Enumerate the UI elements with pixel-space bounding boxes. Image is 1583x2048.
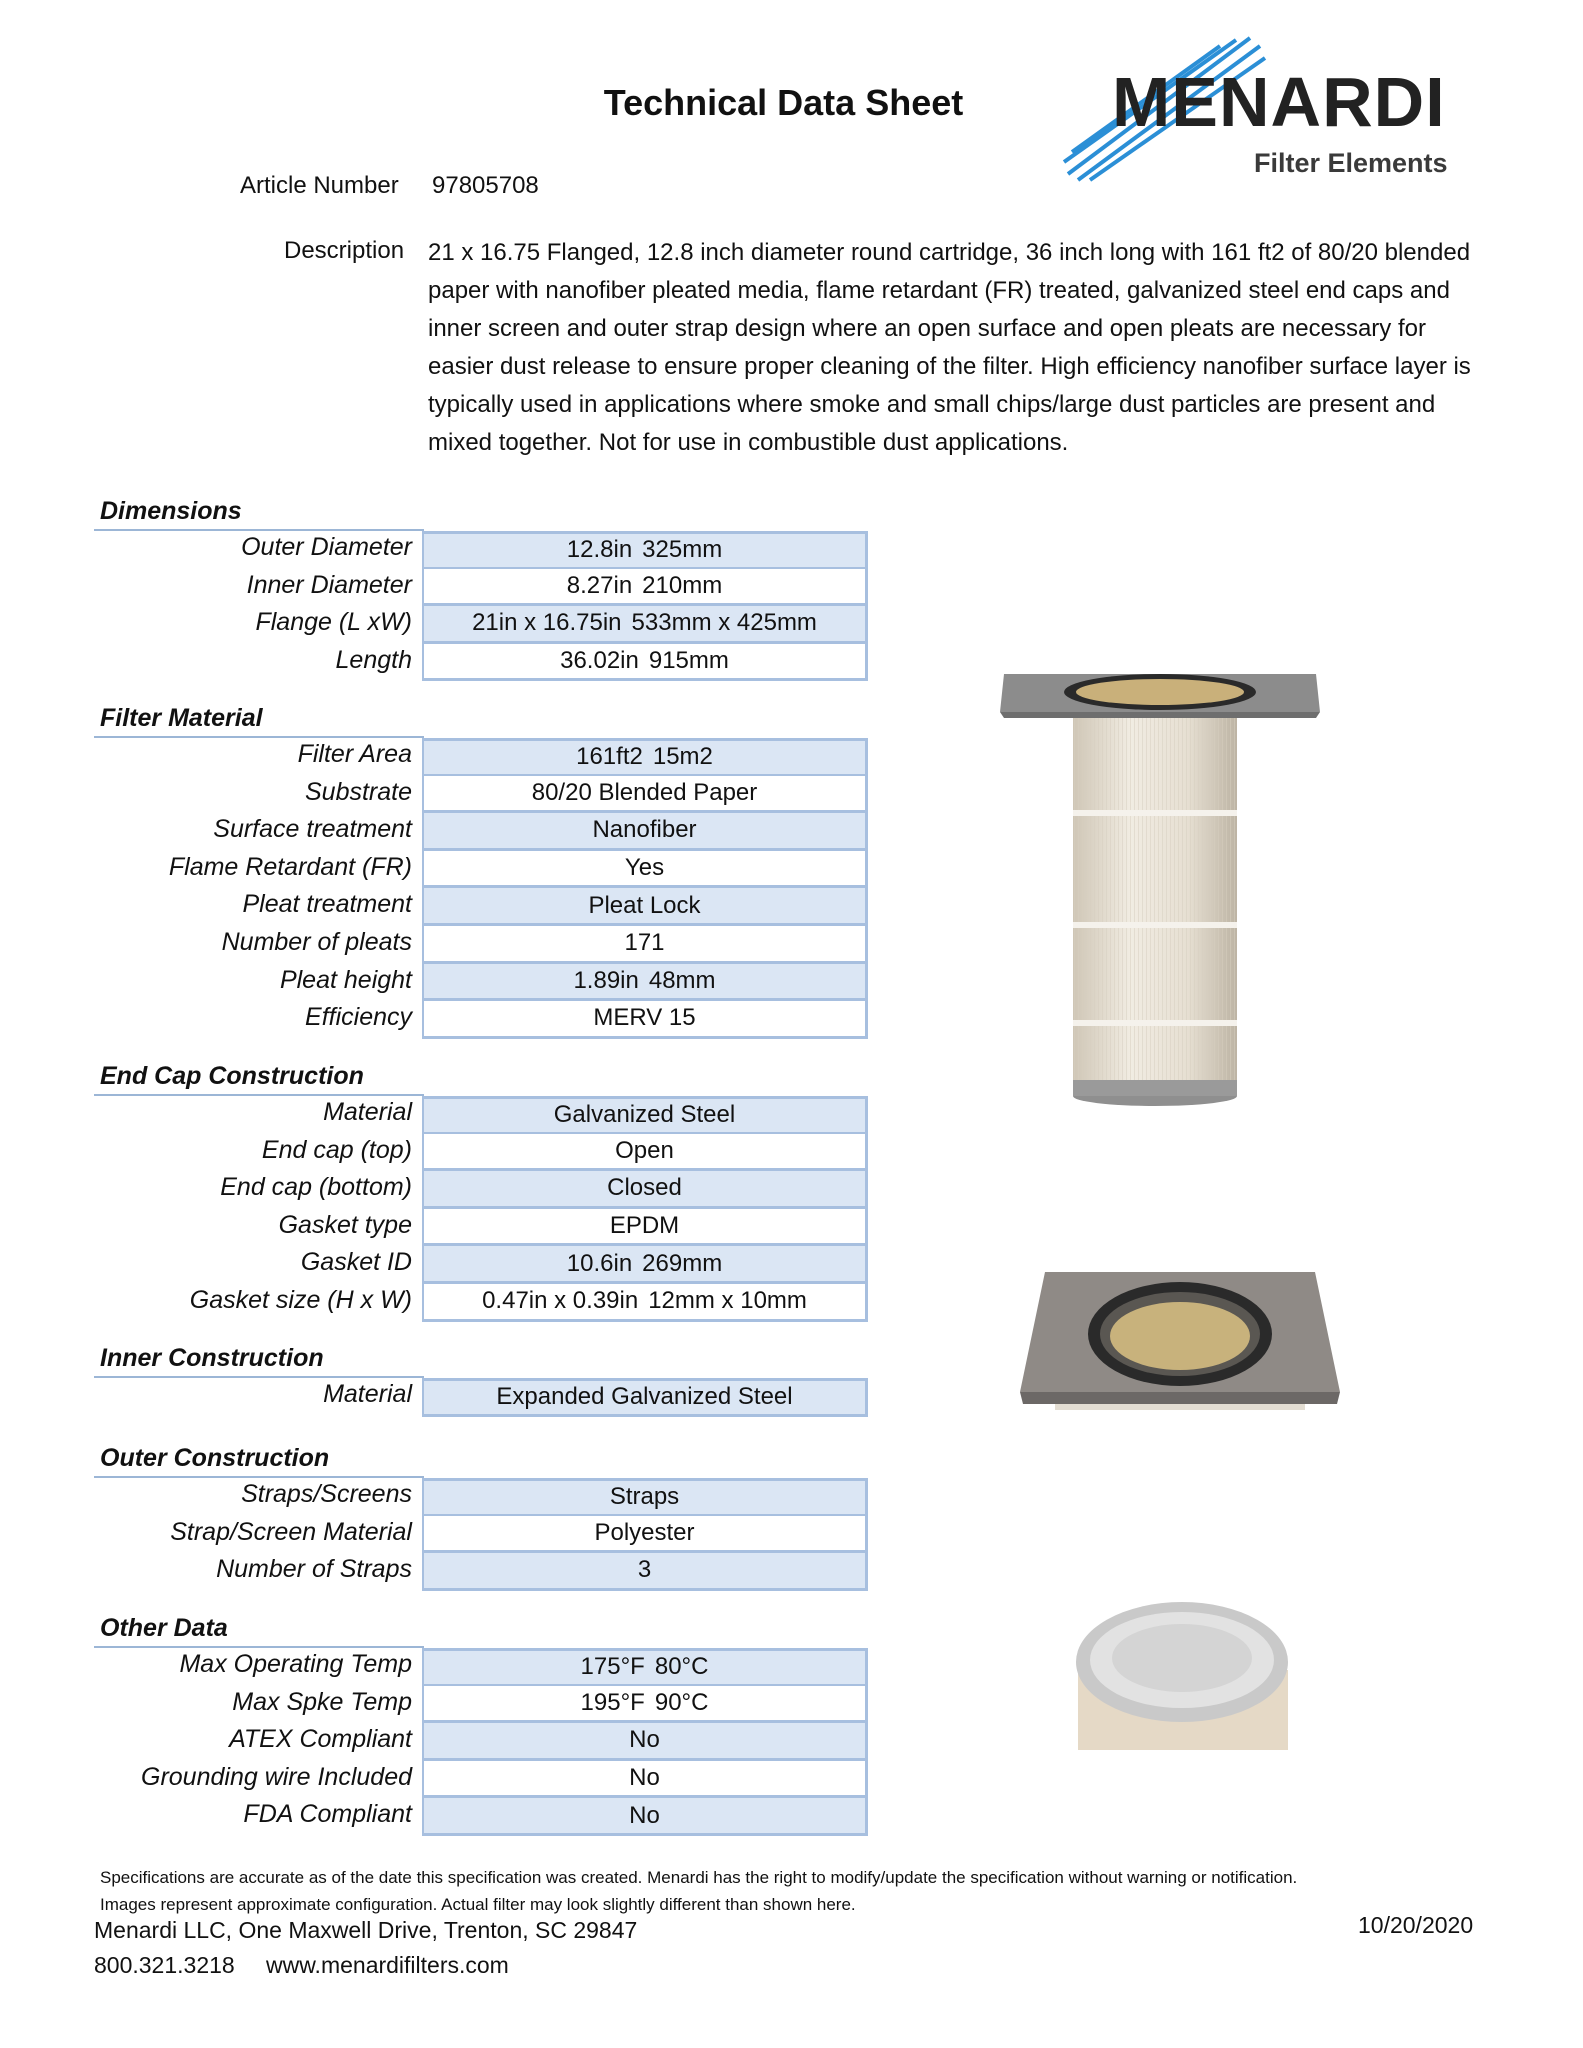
spec-value: 8.27in xyxy=(566,571,633,599)
spec-label: Gasket size (H x W) xyxy=(189,1286,412,1314)
spec-label: Flange (L xW) xyxy=(255,608,412,637)
svg-text:MENARDI: MENARDI xyxy=(1112,63,1446,141)
spec-value: Closed xyxy=(607,1174,682,1202)
spec-value: No xyxy=(629,1764,660,1792)
spec-value-metric: 915mm xyxy=(648,647,729,675)
spec-value: 3 xyxy=(637,1556,652,1584)
spec-label: FDA Compliant xyxy=(243,1800,412,1829)
spec-value: 36.02in xyxy=(560,647,639,675)
spec-value-cell xyxy=(422,851,868,889)
spec-label: Material xyxy=(323,1098,412,1126)
spec-value: 0.47in x 0.39in xyxy=(482,1287,639,1315)
spec-label: Length xyxy=(335,645,412,674)
spec-label: Flame Retardant (FR) xyxy=(168,852,412,881)
spec-label: Number of Straps xyxy=(216,1555,412,1584)
spec-value-metric: 80°C xyxy=(654,1653,709,1681)
sheet-date: 10/20/2020 xyxy=(1358,1912,1474,1938)
spec-value-cell xyxy=(422,964,868,1002)
spec-value-cell xyxy=(422,1553,868,1591)
spec-value: Open xyxy=(615,1136,674,1164)
spec-value-cell xyxy=(422,1171,868,1209)
spec-value: 161ft2 xyxy=(576,743,643,771)
spec-value-cell xyxy=(422,1648,868,1687)
spec-value-cell xyxy=(422,738,868,777)
spec-value-metric: 15m2 xyxy=(652,743,713,771)
section-title-other: Other Data xyxy=(100,1614,228,1642)
spec-value-cell xyxy=(422,1284,868,1322)
spec-label: Strap/Screen Material xyxy=(170,1517,412,1546)
spec-value-metric: 269mm xyxy=(642,1249,723,1277)
flange-top-photo xyxy=(1015,1262,1345,1412)
spec-value-cell xyxy=(422,1001,868,1039)
section-underline xyxy=(94,1646,424,1648)
description-label: Description xyxy=(284,237,405,264)
spec-value-metric: 325mm xyxy=(642,536,723,564)
spec-value-cell xyxy=(422,569,868,607)
spec-value: No xyxy=(629,1801,660,1829)
spec-label: Max Spke Temp xyxy=(232,1687,412,1716)
spec-label: Outer Diameter xyxy=(241,533,412,561)
article-number-value: 97805708 xyxy=(432,172,539,199)
disclaimer-line-1: Specifications are accurate as of the date this specification was created. Menardi has the right to modify/update the specification without warning or notification. xyxy=(100,1868,1298,1887)
spec-label: Efficiency xyxy=(305,1003,412,1032)
svg-text:Filter Elements: Filter Elements xyxy=(1254,148,1448,178)
section-underline xyxy=(94,1094,424,1096)
spec-label: Surface treatment xyxy=(213,815,412,844)
spec-label: End cap (bottom) xyxy=(220,1173,412,1202)
spec-value-metric: 48mm xyxy=(648,966,716,994)
spec-value: Nanofiber xyxy=(592,816,697,844)
spec-value-cell xyxy=(422,644,868,682)
spec-value: 10.6in xyxy=(566,1249,633,1277)
spec-value-cell xyxy=(422,813,868,851)
spec-value: Straps xyxy=(609,1483,680,1511)
spec-value: EPDM xyxy=(609,1212,680,1240)
disclaimer-line-2: Images represent approximate configuration. Actual filter may look slightly different than shown here. xyxy=(100,1895,856,1914)
spec-value-cell xyxy=(422,1516,868,1554)
spec-label: Material xyxy=(323,1380,412,1408)
spec-label: End cap (top) xyxy=(261,1135,412,1164)
spec-label: Inner Diameter xyxy=(246,570,412,599)
spec-value-metric: 210mm xyxy=(642,571,723,599)
menardi-logo xyxy=(1060,34,1500,184)
spec-value: 195°F xyxy=(580,1688,645,1716)
spec-label: Gasket type xyxy=(278,1210,412,1239)
spec-value-metric: 533mm x 425mm xyxy=(631,609,817,637)
company-address: Menardi LLC, One Maxwell Drive, Trenton, SC 29847 xyxy=(94,1917,638,1943)
spec-value-cell xyxy=(422,1209,868,1247)
spec-value-cell xyxy=(422,531,868,570)
spec-value-cell xyxy=(422,926,868,964)
spec-value: Yes xyxy=(624,854,665,882)
spec-label: Filter Area xyxy=(297,740,412,768)
spec-value-cell xyxy=(422,1761,868,1799)
spec-label: Grounding wire Included xyxy=(141,1762,412,1791)
spec-value-cell xyxy=(422,606,868,644)
section-underline xyxy=(94,1476,424,1478)
spec-label: ATEX Compliant xyxy=(229,1725,412,1754)
spec-label: Max Operating Temp xyxy=(179,1650,412,1678)
spec-value: 175°F xyxy=(580,1653,645,1681)
spec-label: Pleat height xyxy=(279,965,412,994)
closed-end-cap-photo xyxy=(1070,1600,1295,1750)
company-phone: 800.321.3218 xyxy=(94,1952,235,1978)
spec-value-cell xyxy=(422,1134,868,1172)
spec-label: Pleat treatment xyxy=(242,890,412,919)
section-underline xyxy=(94,736,424,738)
spec-value-cell xyxy=(422,1096,868,1135)
section-title-end-cap: End Cap Construction xyxy=(100,1062,364,1090)
spec-value: No xyxy=(629,1726,660,1754)
spec-value: 21in x 16.75in xyxy=(472,609,622,637)
article-number-label: Article Number xyxy=(240,172,399,199)
spec-label: Number of pleats xyxy=(221,928,412,956)
spec-value-cell xyxy=(422,1378,868,1417)
spec-value: Polyester xyxy=(594,1518,695,1546)
spec-value-metric: 12mm x 10mm xyxy=(648,1287,807,1315)
section-underline xyxy=(94,529,424,531)
spec-label: Straps/Screens xyxy=(241,1480,412,1508)
spec-value-cell xyxy=(422,1723,868,1761)
spec-value: Galvanized Steel xyxy=(553,1101,736,1129)
section-title-dimensions: Dimensions xyxy=(100,497,242,525)
spec-value-cell xyxy=(422,1478,868,1517)
spec-value: 80/20 Blended Paper xyxy=(531,778,758,806)
spec-value-cell xyxy=(422,888,868,926)
section-title-inner: Inner Construction xyxy=(100,1344,324,1372)
page-title: Technical Data Sheet xyxy=(603,82,964,123)
spec-value: 12.8in xyxy=(566,536,633,564)
company-website[interactable]: www.menardifilters.com xyxy=(266,1952,509,1978)
spec-value-metric: 90°C xyxy=(654,1688,709,1716)
spec-value-cell xyxy=(422,1798,868,1836)
section-title-outer: Outer Construction xyxy=(100,1444,330,1472)
spec-label: Gasket ID xyxy=(300,1248,412,1277)
spec-value-cell xyxy=(422,776,868,814)
spec-value-cell xyxy=(422,1246,868,1284)
section-underline xyxy=(94,1376,424,1378)
spec-value: 171 xyxy=(624,929,665,957)
spec-value: Pleat Lock xyxy=(588,891,701,919)
spec-value: 1.89in xyxy=(573,966,639,994)
spec-value: Expanded Galvanized Steel xyxy=(496,1383,793,1411)
section-title-filter-material: Filter Material xyxy=(100,704,263,732)
filter-cartridge-photo xyxy=(990,660,1330,1110)
spec-value: MERV 15 xyxy=(593,1004,696,1032)
spec-label: Substrate xyxy=(304,777,412,806)
description-text: 21 x 16.75 Flanged, 12.8 inch diameter round cartridge, 36 inch long with 161 ft2 of 80/20 blended paper with nanofiber pleated media, flame retardant (FR) treated, galvanized steel end caps and inner screen and outer strap design where an open surface and open pleats are necessary for easier dust release to ensure proper cleaning of the filter. High efficiency nanofiber surface layer is typically used in applications where smoke and small chips/large dust particles are present and mixed together. Not for use in combustible dust applications. xyxy=(428,239,1471,456)
spec-value-cell xyxy=(422,1686,868,1724)
